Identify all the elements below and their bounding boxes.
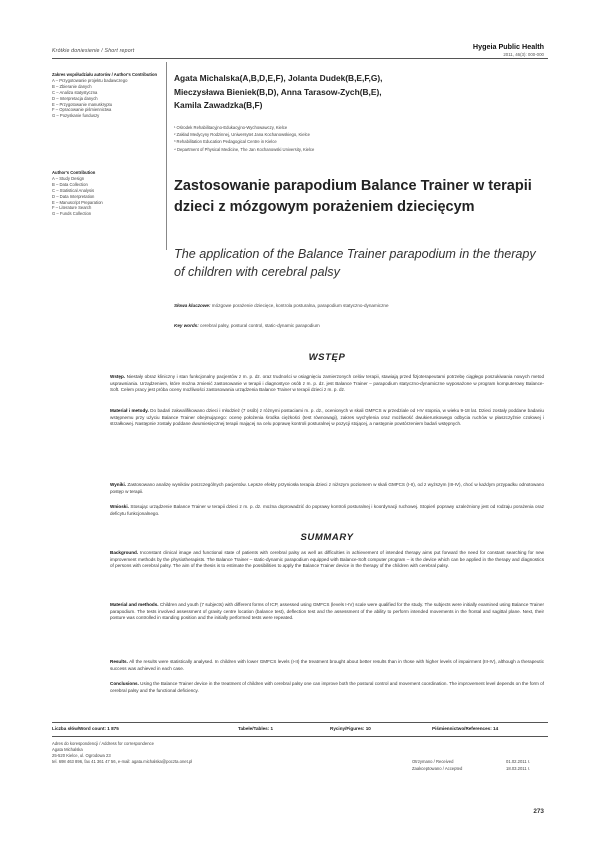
affiliations [174, 124, 544, 153]
contribution-item: D – Interpretacja danych [52, 95, 98, 101]
authors [174, 72, 550, 113]
keywords-en [174, 323, 548, 329]
contribution-item: A – Przygotowanie projektu badawczego [52, 77, 128, 83]
author-line: Mieczysława Bieniek(B,D), Anna Tarasow-Zych(B,E), [174, 86, 382, 97]
wstep-methods [110, 408, 544, 428]
contribution-item: G – Pozyskanie funduszy [52, 113, 100, 119]
contribution-item: B – Zbieranie danych [52, 83, 92, 89]
summary-methods-label: Material and methods. [110, 602, 159, 607]
affiliation: ¹ Ośrodek Rehabilitacyjno-Edukacyjno-Wychowawczy, Kielce [174, 125, 288, 130]
wstep-results-label: Wyniki. [110, 482, 126, 487]
summary-background-label: Background. [110, 550, 139, 555]
keywords-pl [174, 303, 548, 309]
correspondence [52, 741, 392, 765]
wstep-intro-label: Wstęp. [110, 374, 126, 379]
wstep-methods-label: Materiał i metody. [110, 408, 149, 413]
author-line: Agata Michalska(A,B,D,E,F), Jolanta Dudek(B,E,F,G), [174, 73, 383, 83]
wstep-intro [110, 374, 544, 394]
contribution-item: F – Opracowanie piśmiennictwa [52, 107, 112, 113]
contribution-list-pl [52, 72, 162, 119]
wstep-conclusions-text: Stosując urządzenie Balance Trainer w terapii dzieci z m. p. dz. można doprowadzić do poprawy kontroli posturalnej i koordynacji ruchowej. Stopień poprawy uzależniony jest od rodzaju porażenia oraz deficytu funkcjonalnego. [110, 504, 544, 516]
contribution-item: C – Statistical Analysis [52, 187, 95, 193]
wstep-conclusions-label: Wnioski. [110, 504, 129, 509]
correspondence-label: Adres do korespondencji / Address for correspondence [52, 741, 154, 746]
header-rule [52, 58, 548, 59]
correspondence-contact: tel. 698 463 896, fax 41 361 47 56, e-mail: agata.michalska@poczta.onet.pl [52, 758, 193, 764]
contribution-item: D – Data Interpretation [52, 193, 95, 199]
word-count: Liczba słów/Word count: 1 875 [52, 726, 119, 731]
wstep-results-text: Zastosowano analizę wyników poszczególnych pacjentów. Lepsze efekty przyniosła terapia dzieci z niższym poziomem w skali GMFCS (I-II), od z wyższym (III-IV), choć w każdym przypadku odnotowano postęp w terapii. [110, 482, 544, 494]
contribution-item: G – Funds Collection [52, 211, 92, 217]
contribution-item: E – Przygotowanie manuskryptu [52, 101, 113, 107]
received-label: Otrzymano / Received [412, 759, 454, 764]
affiliation: ⁴ Department of Physical Medicine, The Jan Kochanowski University, Kielce [174, 146, 315, 152]
received-date: 01.02.2011 r. [506, 759, 531, 764]
accepted-label: Zaakceptowano / Accepted [412, 766, 463, 771]
contribution-title-pl: Zakres współudziału autorów / Author's Contribution [52, 72, 158, 77]
section-label: Krótkie doniesienie / Short report [52, 48, 135, 54]
figure-count: Ryciny/Figures: 10 [330, 726, 371, 731]
summary-conclusions [110, 681, 544, 694]
correspondence-name: Agata Michalska [52, 746, 83, 752]
accepted-date: 18.03.2011 r. [506, 766, 531, 771]
page-number: 273 [533, 808, 544, 815]
correspondence-address: 25-520 Kielce, ul. Ogrodowa 23 [52, 752, 111, 758]
author-line: Kamila Zawadzka(B,F) [174, 100, 263, 110]
summary-methods-text: Children and youth (7 subjects) with different forms of ICP, assessed using GMFCS (levels I-IV) scale were qualified for the study. The subjects were initially examined using Balance Trainer parapodium. The tests involved assessment of gravity centre location (balance test), deflection test and the assessment of the ability to perform intended movements in the frontal and sagittal plane. Next, their posture was controlled in standing position and the initially performed tests were repeated. [110, 602, 544, 621]
journal-citation: 2011, 46(3): 000-000 [503, 52, 544, 57]
footer-rule-top [52, 722, 548, 723]
affiliation: ³ Rehabilitation Education Pedagogical Centre in Kielce [174, 139, 277, 145]
summary-results-label: Results. [110, 659, 128, 664]
keywords-pl-text: mózgowe porażenie dziecięce, kontrola posturalna, parapodium statyczno-dynamiczne [211, 303, 389, 308]
sidebar-divider [166, 62, 167, 250]
title-en: The application of the Balance Trainer parapodium in the therapy of children with cerebral palsy [174, 247, 536, 279]
summary-background-text: Inconstant clinical image and functional state of patients with cerebral palsy as well as difficulties in achievement of intended therapy aims put forward the need for constant searching for new improvement methods by the physiotherapists. The Balance Trainer – static-dynamic parapodium equipped with Balance-Soft computer program – is the device which can be applied in the therapy and diagnostics of persons with cerebral palsy. The aim of the thesis is to estimate the possibilities to apply the Balance Trainer device in the therapy of the children with cerebral palsy. [110, 550, 544, 569]
footer-rule-bottom [52, 736, 548, 737]
table-count: Tabele/Tables: 1 [238, 726, 274, 731]
summary-conclusions-text: Using the Balance Trainer device in the treatment of children with cerebral palsy one can improve both the postural control and movement coordination. The improvement level depends on the form of cerebral palsy and the functional deficiency. [110, 681, 545, 693]
contribution-item: C – Analiza statystyczna [52, 89, 98, 95]
summary-background [110, 550, 544, 570]
contribution-list-en [52, 170, 162, 217]
journal-name: Hygeia Public Health [472, 42, 544, 51]
keywords-pl-label: Słowa kluczowe: [174, 303, 211, 308]
contribution-title-en: Author's Contribution [52, 170, 96, 175]
keywords-en-label: Key words: [174, 323, 199, 328]
contribution-item: A – Study Design [52, 175, 85, 181]
contribution-item: E – Manuscript Preparation [52, 199, 103, 205]
wstep-intro-text: Niestały obraz kliniczny i stan funkcjonalny pacjentów z m. p. dz. oraz trudności w osiągnięciu zamierzonych celów terapii, stawiają przed fizjoterapeutami potrzebę ciągłego poszukiwania nowych metod usprawniania. Urządzeniem, które można zmienić zastosowanie w terapii i diagnostyce osób z m. p. dz. jest Balance Trainer – parapodium statyczno-dynamiczne wyposażone w program komputerowy Balance-Soft. Celem pracy jest próba oceny możliwości zastosowania urządzenia Balance Trainer w terapii dzieci z m. p. dz. [110, 374, 544, 393]
wstep-methods-text: Do badań zakwalifikowano dzieci i młodzież (7 osób) z różnymi postaciami m. p. dz., ocenionych w skali GMFCS w przedziale od I-IV stopnia, w wieku 9-18 lat. Dzieci zostały poddane badaniu wstępnemu przy użyciu Balance Trainer obejmującego: ocenę położenia środka ciężkości (test równowagi), zakres wychylenia oraz możliwość dwukierunkowego odbycia ruchów w płaszczyźnie czołowej i strzałkowej. Następnie zostały poddane dwumiesięcznej terapii mającej na celu poprawę kontroli posturalnej w pozycji stojącej, a następnie powtórzeniem badań wstępnych. [110, 408, 544, 427]
summary-heading: SUMMARY [300, 532, 354, 543]
contribution-item: B – Data Collection [52, 181, 88, 187]
summary-conclusions-label: Conclusions. [110, 681, 139, 686]
wstep-conclusions [110, 504, 544, 517]
summary-results-text: All the results were statistically analysed. In children with lower GMFCS levels (I-II) the treatment brought about better results than in those with higher levels of impairment (III-IV), although a therapeutic success was achieved in each case. [110, 659, 544, 671]
wstep-results [110, 482, 544, 495]
summary-results [110, 659, 544, 672]
title-pl: Zastosowanie parapodium Balance Trainer w terapii dzieci z mózgowym porażeniem dziecięcym [174, 178, 532, 215]
summary-methods [110, 602, 544, 622]
reference-count: Piśmiennictwo/References: 14 [432, 726, 499, 731]
contribution-item: F – Literature Search [52, 205, 92, 211]
keywords-en-text: cerebral palsy, postural control, static-dynamic parapodium [200, 323, 320, 328]
affiliation: ² Zakład Medycyny Rodzinnej, Uniwersytet Jana Kochanowskiego, Kielce [174, 132, 310, 138]
wstep-heading: WSTĘP [308, 352, 346, 363]
